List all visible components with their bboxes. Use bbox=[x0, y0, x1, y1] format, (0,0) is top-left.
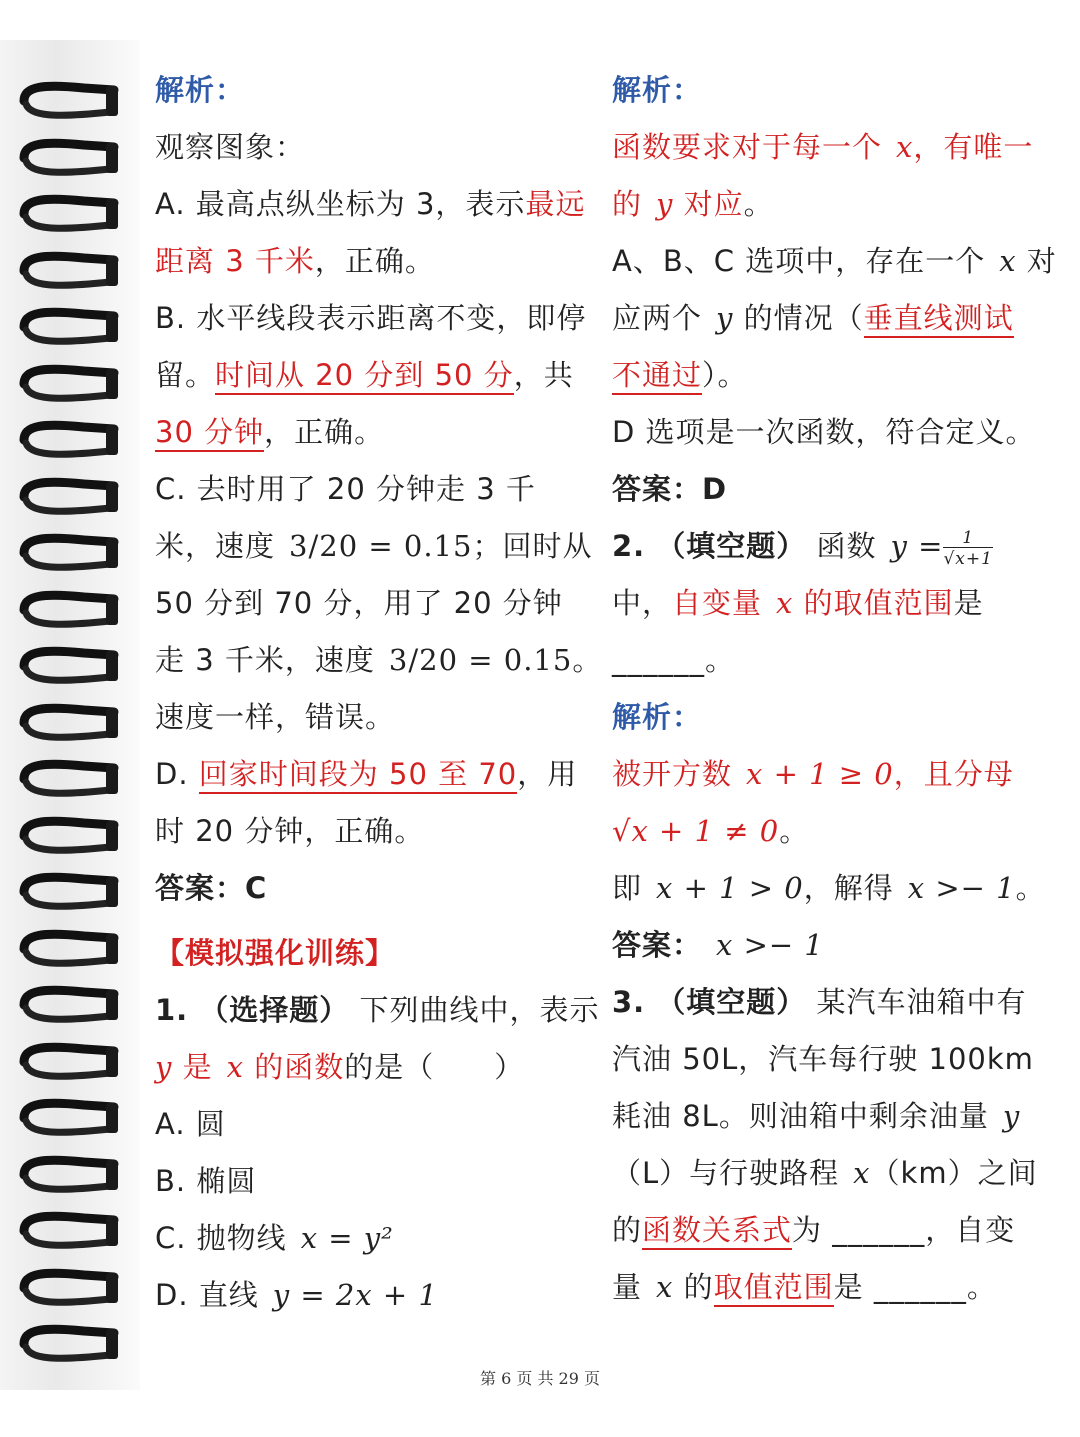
text: 即 bbox=[612, 871, 643, 905]
variable: x bbox=[999, 244, 1017, 278]
option-c-line-2 bbox=[155, 518, 593, 575]
fraction-numerator: 1 bbox=[943, 529, 992, 548]
question-2-blank: ______。 bbox=[612, 643, 736, 677]
text: ，共 bbox=[513, 358, 574, 392]
option-c-line-5: 速度一样，错误。 bbox=[155, 700, 396, 734]
variable: y bbox=[1002, 1099, 1021, 1133]
spiral-ring bbox=[14, 702, 122, 744]
spiral-ring bbox=[14, 1210, 122, 1252]
text: C. 抛物线 bbox=[155, 1221, 287, 1255]
spiral-ring bbox=[14, 1267, 122, 1309]
spiral-ring bbox=[14, 815, 122, 857]
spiral-ring bbox=[14, 80, 122, 122]
choice-d bbox=[155, 1267, 575, 1324]
spiral-ring bbox=[14, 871, 122, 913]
text: 耗油 8L。则油箱中剩余油量 bbox=[612, 1099, 989, 1133]
answer-label: 答案： bbox=[612, 928, 703, 962]
spiral-ring bbox=[14, 476, 122, 518]
option-a-line-2 bbox=[155, 233, 575, 290]
text: 。 bbox=[1015, 871, 1046, 905]
spiral-ring bbox=[14, 1097, 122, 1139]
spiral-ring bbox=[14, 1041, 122, 1083]
question-2-line-1 bbox=[612, 518, 1032, 575]
text: A、B、C 选项中，存在一个 bbox=[612, 244, 986, 278]
text: 。 bbox=[572, 643, 603, 677]
text: D. bbox=[155, 757, 199, 791]
text: ；回时从 bbox=[472, 529, 593, 563]
underlined-highlight: 时间从 20 分到 50 分 bbox=[215, 358, 514, 395]
highlight: 函数要求对于每一个 bbox=[612, 130, 883, 164]
text: ，用 bbox=[517, 757, 578, 791]
question-number: 1. （选择题） bbox=[155, 993, 350, 1027]
text: 函数 bbox=[816, 529, 877, 563]
text: 米，速度 bbox=[155, 529, 276, 563]
underlined-highlight: 不通过 bbox=[612, 358, 702, 395]
text: 中， bbox=[612, 586, 673, 620]
text: 的是（ ） bbox=[344, 1050, 525, 1084]
spiral-ring bbox=[14, 758, 122, 800]
text: 下列曲线中，表示 bbox=[359, 993, 600, 1027]
option-c-line-3: 50 分到 70 分，用了 20 分钟 bbox=[155, 586, 563, 620]
variable: x bbox=[656, 1270, 674, 1304]
underlined-highlight: 回家时间段为 50 至 70 bbox=[199, 757, 517, 794]
variable: x bbox=[853, 1156, 871, 1190]
formula: y = 2x + 1 bbox=[272, 1278, 438, 1312]
formula: x + 1 > 0 bbox=[656, 871, 804, 905]
spiral-ring bbox=[14, 363, 122, 405]
formula: x >− 1 bbox=[716, 928, 824, 962]
text: （L）与行驶路程 bbox=[612, 1156, 840, 1190]
rule-line-4 bbox=[612, 290, 1032, 347]
text: D. 直线 bbox=[155, 1278, 259, 1312]
question-3-line-3 bbox=[612, 1088, 1032, 1145]
rule-line-1 bbox=[612, 119, 1032, 176]
text: 是 ______。 bbox=[833, 1270, 997, 1304]
text: ，正确。 bbox=[264, 415, 385, 449]
highlight: ，且分母 bbox=[893, 757, 1014, 791]
observe-text: 观察图象： bbox=[155, 130, 306, 164]
rule-line-2 bbox=[612, 176, 1032, 233]
question-1-line-1 bbox=[155, 982, 600, 1039]
spiral-binding bbox=[0, 40, 140, 1390]
question-1-line-2 bbox=[155, 1039, 575, 1096]
option-b-line-3 bbox=[155, 404, 575, 461]
spiral-ring bbox=[14, 984, 122, 1026]
question-3-line-6 bbox=[612, 1259, 1032, 1316]
text: ，解得 bbox=[803, 871, 894, 905]
text: 应两个 bbox=[612, 301, 703, 335]
text: 。 bbox=[743, 187, 774, 221]
variable: y bbox=[656, 187, 674, 221]
text: 走 3 千米，速度 bbox=[155, 643, 375, 677]
spiral-ring bbox=[14, 645, 122, 687]
choice-a: A. 圆 bbox=[155, 1107, 226, 1141]
rule-line-6: D 选项是一次函数，符合定义。 bbox=[612, 415, 1036, 449]
spiral-ring bbox=[14, 419, 122, 461]
highlight: 的 bbox=[612, 187, 643, 221]
spiral-ring bbox=[14, 250, 122, 292]
formula: 3/20 = 0.15 bbox=[289, 529, 473, 563]
option-a-line-1 bbox=[155, 176, 586, 233]
analysis-label: 解析： bbox=[612, 73, 703, 107]
choice-b: B. 椭圆 bbox=[155, 1164, 257, 1198]
variable: y bbox=[155, 1050, 173, 1084]
page-footer: 第 6 页 共 29 页 bbox=[480, 1369, 600, 1388]
question-3-line-4 bbox=[612, 1145, 1038, 1202]
text: 的情况（ bbox=[743, 301, 864, 335]
spiral-ring bbox=[14, 193, 122, 235]
rule-line-5 bbox=[612, 347, 1032, 404]
option-d-line-1 bbox=[155, 746, 578, 803]
underlined-highlight: 30 分钟 bbox=[155, 415, 264, 452]
text: 量 bbox=[612, 1270, 643, 1304]
right-column bbox=[612, 62, 1057, 1316]
highlight: 是 bbox=[182, 1050, 213, 1084]
question-number: 3. （填空题） bbox=[612, 985, 807, 1019]
text: 为 ______，自变 bbox=[792, 1213, 1016, 1247]
formula: √x + 1 ≠ 0 bbox=[612, 814, 780, 848]
highlight: 距离 3 千米 bbox=[155, 244, 315, 278]
highlight: 最远 bbox=[525, 187, 586, 221]
highlight: 的函数 bbox=[254, 1050, 345, 1084]
formula: x + 1 ≥ 0 bbox=[746, 757, 894, 791]
solution-line-2 bbox=[612, 803, 1032, 860]
variable: x bbox=[226, 1050, 244, 1084]
text: ）。 bbox=[702, 358, 748, 392]
spiral-ring bbox=[14, 1154, 122, 1196]
question-3-line-5 bbox=[612, 1202, 1032, 1259]
option-c-line-4 bbox=[155, 632, 603, 689]
formula: x >− 1 bbox=[907, 871, 1016, 905]
answer-text: 答案：C bbox=[155, 871, 268, 905]
text: 留。 bbox=[155, 358, 216, 392]
solution-line-3 bbox=[612, 860, 1046, 917]
text: 对 bbox=[1026, 244, 1057, 278]
fraction bbox=[943, 529, 992, 568]
analysis-label-2: 解析： bbox=[612, 700, 703, 734]
analysis-label: 解析： bbox=[155, 73, 246, 107]
highlight: 的取值范围 bbox=[803, 586, 954, 620]
left-column bbox=[155, 62, 603, 1324]
underlined-highlight: 函数关系式 bbox=[642, 1213, 792, 1250]
option-b-line-1: B. 水平线段表示距离不变，即停 bbox=[155, 301, 587, 335]
option-d-line-2: 时 20 分钟，正确。 bbox=[155, 814, 425, 848]
choice-c bbox=[155, 1210, 575, 1267]
variable: y bbox=[716, 301, 734, 335]
text: （km）之间 bbox=[870, 1156, 1038, 1190]
formula: y = bbox=[890, 529, 944, 563]
question-3-line-2: 汽油 50L，汽车每行驶 100km bbox=[612, 1042, 1034, 1076]
spiral-ring bbox=[14, 532, 122, 574]
formula: 3/20 = 0.15 bbox=[388, 643, 573, 677]
text: 。 bbox=[779, 814, 810, 848]
spiral-ring bbox=[14, 589, 122, 631]
text: A. 最高点纵坐标为 3，表示 bbox=[155, 187, 526, 221]
variable: x bbox=[776, 586, 794, 620]
solution-line-1 bbox=[612, 746, 1032, 803]
highlight: ，有唯一 bbox=[913, 130, 1034, 164]
formula: x = y² bbox=[300, 1221, 394, 1255]
highlight: 自变量 bbox=[672, 586, 763, 620]
question-3-line-1 bbox=[612, 974, 1032, 1031]
spiral-ring bbox=[14, 928, 122, 970]
text: 某汽车油箱中有 bbox=[816, 985, 1027, 1019]
text: ，正确。 bbox=[314, 244, 435, 278]
spiral-ring bbox=[14, 306, 122, 348]
section-title: 【模拟强化训练】 bbox=[155, 936, 396, 970]
underlined-highlight: 取值范围 bbox=[714, 1270, 834, 1307]
spiral-ring bbox=[14, 1323, 122, 1365]
solution-answer bbox=[612, 917, 1032, 974]
option-b-line-2 bbox=[155, 347, 575, 404]
rule-line-3 bbox=[612, 233, 1057, 290]
option-c-line-1: C. 去时用了 20 分钟走 3 千 bbox=[155, 472, 536, 506]
answer-text: 答案：D bbox=[612, 472, 728, 506]
text: 的 bbox=[683, 1270, 714, 1304]
spiral-ring bbox=[14, 137, 122, 179]
fraction-denominator: √x+1 bbox=[943, 548, 993, 569]
question-2-line-2 bbox=[612, 575, 1032, 632]
underlined-highlight: 垂直线测试 bbox=[864, 301, 1014, 338]
text: 是 bbox=[953, 586, 984, 620]
variable: x bbox=[896, 130, 914, 164]
text: 的 bbox=[612, 1213, 643, 1247]
highlight: 对应 bbox=[683, 187, 744, 221]
highlight: 被开方数 bbox=[612, 757, 733, 791]
question-number: 2. （填空题） bbox=[612, 529, 807, 563]
